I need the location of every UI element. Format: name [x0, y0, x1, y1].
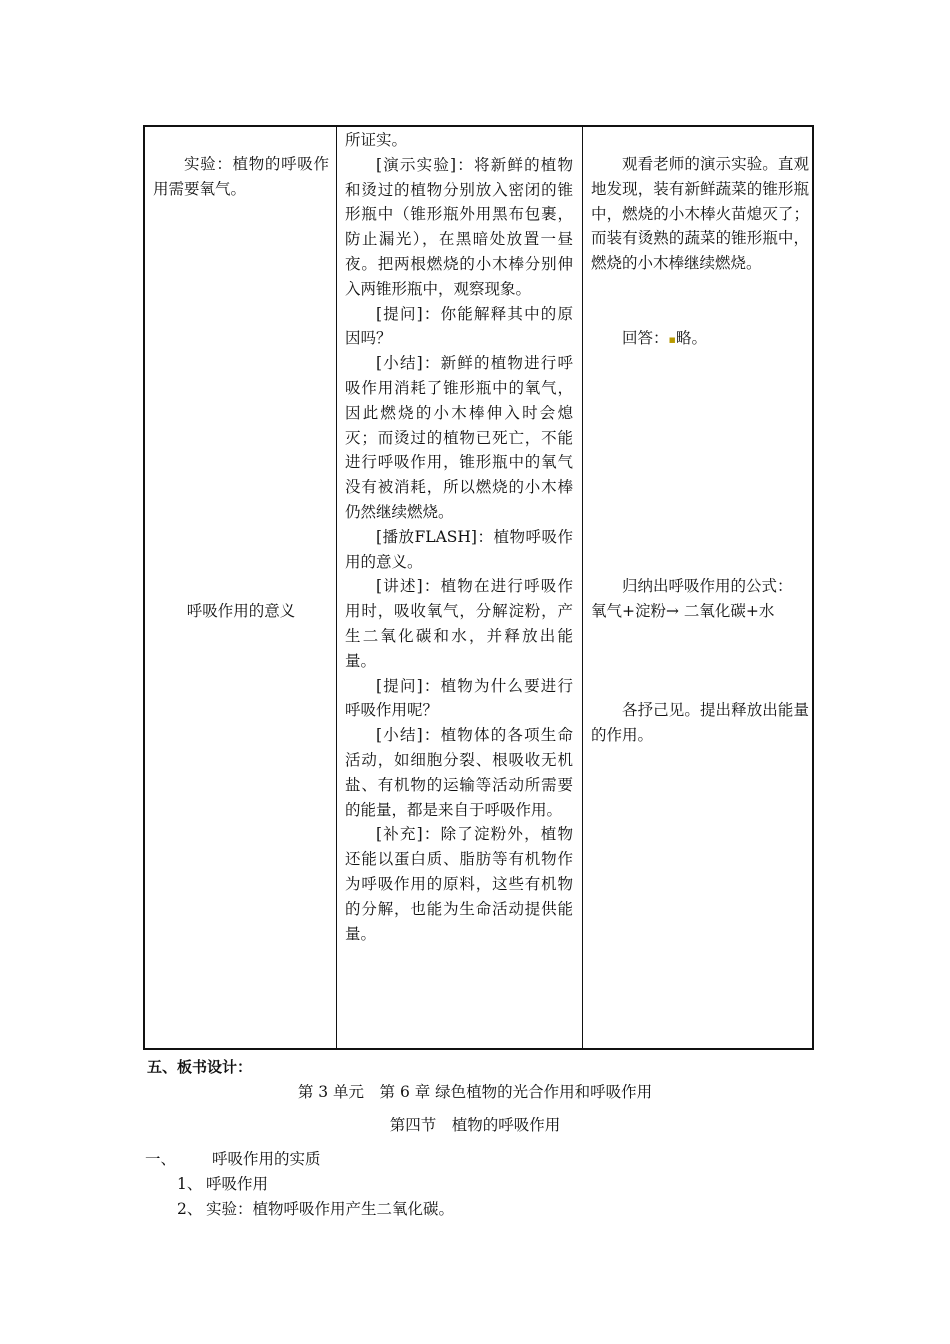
student-answer-cell [591, 326, 809, 353]
answer-prefix: 回答： [622, 329, 669, 347]
teacher-text-p0: 所证实。 [345, 131, 408, 149]
student-answer [591, 326, 809, 353]
student-text-p1: 观看老师的演示实验。直观地发现，装有新鲜蔬菜的锥形瓶中，燃烧的小木棒火苗熄灭了；而装有烫熟的蔬菜的锥形瓶中，燃烧的小木棒继续燃烧。 [591, 155, 809, 273]
teacher-text-p5: [讲述]：植物在进行呼吸作用时，吸收氧气，分解淀粉，产生二氧化碳和水，并释放出能量。 [345, 577, 573, 670]
outline-item-1-num: 一、 [145, 1150, 177, 1168]
student-activity-cell [591, 152, 809, 276]
teacher-text-p1: [演示实验]：将新鲜的植物和烫过的植物分别放入密闭的锥形瓶中（锥形瓶外用黑布包裹，防止漏光），在黑暗处放置一昼夜。把两根燃烧的小木棒分别伸入两锥形瓶中，观察现象。 [345, 155, 573, 298]
teacher-text-p4: [播放FLASH]：植物呼吸作用的意义。 [345, 527, 573, 571]
board-design-heading: 五、板书设计： [147, 1058, 253, 1076]
student-formula-cell [591, 574, 809, 624]
unit-chapter-line: 第 3 单元 第 6 章 绿色植物的光合作用和呼吸作用 [297, 1083, 653, 1101]
column-divider [582, 127, 583, 1048]
teacher-text-p8: [补充]：除了淀粉外，植物还能以蛋白质、脂肪等有机物作为呼吸作用的原料，这些有机物的分解，也能为生命活动提供能量。 [345, 825, 573, 943]
comment-marker-icon: ▪ [668, 333, 676, 346]
experiment-title: 实验：植物的呼吸作用需要氧气。 [153, 155, 329, 198]
teacher-text-p2: [提问]：你能解释其中的原因吗？ [345, 304, 573, 348]
experiment-title-cell [153, 152, 329, 202]
outline-item-3-text: 实验：植物呼吸作用产生二氧化碳。 [206, 1200, 455, 1218]
significance-title: 呼吸作用的意义 [186, 602, 296, 620]
lesson-table [143, 125, 814, 1050]
outline-item-2-text: 呼吸作用 [206, 1175, 269, 1193]
section-title-line: 第四节 植物的呼吸作用 [389, 1116, 561, 1134]
respiration-formula: 氧气+淀粉→ 二氧化碳+水 [591, 601, 775, 620]
teacher-text-p7: [小结]：植物体的各项生命活动，如细胞分裂、根吸收无机盐、有机物的运输等活动所需要的能量，都是来自于呼吸作用。 [345, 726, 573, 819]
student-opinion: 各抒己见。提出释放出能量的作用。 [591, 701, 809, 744]
outline-item-3-num: 2、 [177, 1200, 203, 1218]
teacher-text-p6: [提问]：植物为什么要进行呼吸作用呢？ [345, 676, 573, 720]
student-opinion-cell [591, 698, 809, 748]
teacher-activity-cell [345, 128, 573, 946]
significance-title-cell [153, 599, 329, 624]
outline-item-1-text: 呼吸作用的实质 [212, 1150, 321, 1168]
column-divider [336, 127, 337, 1048]
answer-suffix: 略。 [675, 329, 707, 347]
outline-item-2-num: 1、 [177, 1175, 203, 1193]
formula-intro: 归纳出呼吸作用的公式： [622, 577, 793, 595]
teacher-text-p3: [小结]：新鲜的植物进行呼吸作用消耗了锥形瓶中的氧气，因此燃烧的小木棒伸入时会熄灭；而烫过的植物已死亡，不能进行呼吸作用，锥形瓶中的氧气没有被消耗，所以燃烧的小木棒仍然继续燃烧。 [345, 354, 573, 521]
